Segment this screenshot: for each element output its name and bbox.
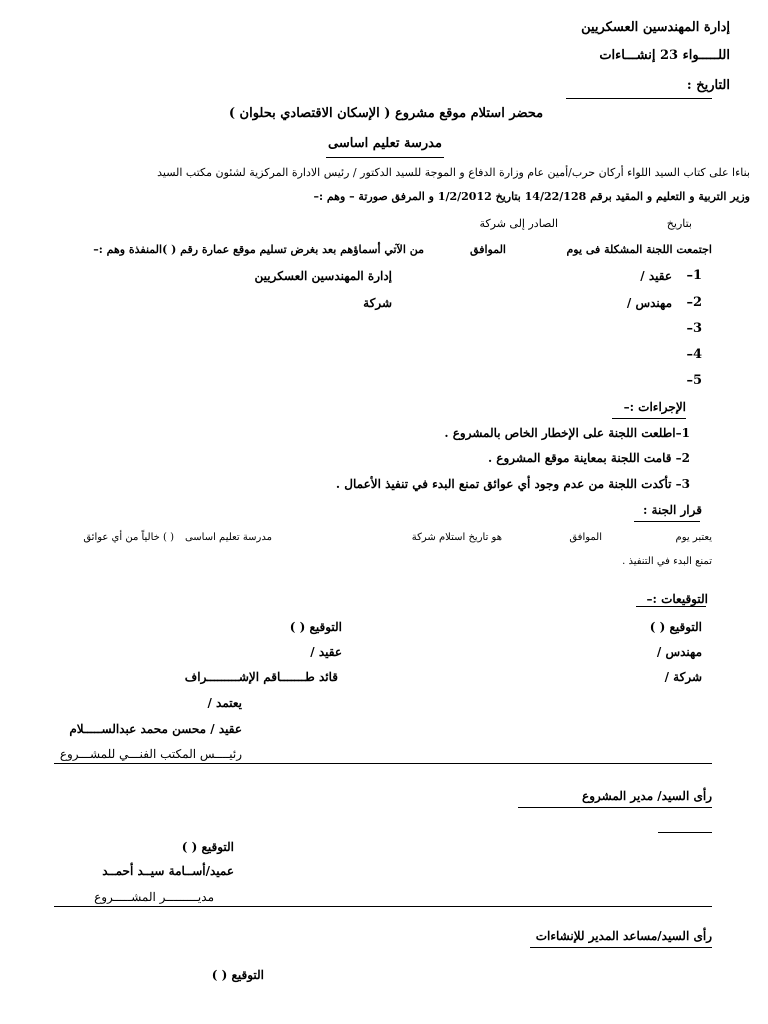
section-divider-1 <box>54 763 712 764</box>
member-3-number: 3– <box>686 321 702 336</box>
document-subtitle: مدرسة تعليم اساسى <box>328 136 442 151</box>
procedure-1: 1–اطلعت اللجنة على الإخطار الخاص بالمشروع . <box>444 426 690 440</box>
decision-text-2: الموافق <box>569 532 602 543</box>
member-4-number: 4– <box>686 347 702 362</box>
procedures-underline <box>612 418 686 419</box>
department-name: إدارة المهندسين العسكريين <box>581 20 730 35</box>
pm-signature: التوقيع ( ) <box>181 840 234 854</box>
signature-left: التوقيع ( ) <box>289 620 342 634</box>
decision-underline <box>634 521 700 522</box>
member-1-number: 1– <box>686 268 702 283</box>
member-2-role: مهندس / <box>626 296 672 310</box>
intro-line-1: بناءا على كتاب السيد اللواء أركان حرب/أمين عام وزارة الدفاع و الموجة للسيد الدكتور / رئيس الادارة المركزية لشئون مكتب السيد <box>157 166 750 179</box>
signatures-underline <box>636 606 706 607</box>
committee-text-2: الموافق <box>470 243 506 256</box>
intro-date-label: بتاريخ <box>666 217 692 230</box>
intro-line-2: وزير التربية و التعليم و المقيد برقم 14/22/128 بتاريخ 1/2/2012 و المرفق صورتة – وهم :– <box>313 190 750 203</box>
assistant-heading-underline <box>530 947 712 948</box>
pm-name: عميد/أســامة سيــد أحمــد <box>102 864 234 878</box>
section-divider-2 <box>54 906 712 907</box>
member-5-number: 5– <box>686 373 702 388</box>
company-label: شركة / <box>664 670 702 684</box>
intro-issued-label: الصادر إلى شركة <box>479 217 558 230</box>
decision-text-3: هو تاريخ استلام شركة <box>411 532 502 543</box>
member-1-role: عقيد / <box>640 269 672 283</box>
approver-title: رئيــــس المكتب الفنـــي للمشـــروع <box>59 747 242 761</box>
procedure-2: 2– قامت اللجنة بمعاينة موقع المشروع . <box>487 451 690 465</box>
date-underline <box>566 98 712 99</box>
committee-text-3: من الآتي أسماؤهم بعد بغرض تسليم موقع عمارة رقم ( )المنفذة وهم :– <box>93 243 424 256</box>
decision-line-2: تمنع البدء في التنفيذ . <box>622 556 712 567</box>
pm-title: مديـــــــــر المشـــــروع <box>94 890 214 904</box>
engineer-label: مهندس / <box>656 645 702 659</box>
decision-text-5: ( ) خالياً من أي عوائق <box>83 532 174 543</box>
document-title: محضر استلام موقع مشروع ( الإسكان الاقتصادي بحلوان ) <box>228 106 544 121</box>
assistant-heading: رأى السيد/مساعد المدير للإنشاءات <box>535 929 712 943</box>
brigade-name: اللـــــواء 23 إنشـــاءات <box>599 48 730 63</box>
supervision-commander: قائد طـــــــاقم الإشـــــــــراف <box>184 670 338 684</box>
approve-label: يعتمد / <box>207 696 242 710</box>
signatures-heading: التوقيعات :– <box>646 592 708 606</box>
approver-name: عقيد / محسن محمد عبدالســـــلام <box>69 722 242 736</box>
member-2-number: 2– <box>686 295 702 310</box>
procedure-3: 3– تأكدت اللجنة من عدم وجود أي عوائق تمنع البدء في تنفيذ الأعمال . <box>335 477 690 491</box>
date-label: التاريخ : <box>686 78 730 93</box>
procedures-heading: الإجراءات :– <box>623 400 686 414</box>
decision-text-1: يعتبر يوم <box>675 532 712 543</box>
committee-text-1: اجتمعت اللجنة المشكلة فى يوم <box>566 243 712 256</box>
decision-text-4: مدرسة تعليم اساسى <box>184 532 272 543</box>
pm-heading: رأى السيد/ مدير المشروع <box>582 789 712 803</box>
pm-heading-underline <box>518 807 712 808</box>
decision-heading: قرار الجنة : <box>642 503 702 517</box>
subtitle-underline <box>326 157 444 158</box>
assistant-signature: التوقيع ( ) <box>211 968 264 982</box>
member-2-org: شركة <box>363 296 392 310</box>
signature-right: التوقيع ( ) <box>649 620 702 634</box>
member-1-org: إدارة المهندسين العسكريين <box>254 269 392 283</box>
colonel-label: عقيد / <box>310 645 342 659</box>
pm-short-line <box>658 832 712 833</box>
